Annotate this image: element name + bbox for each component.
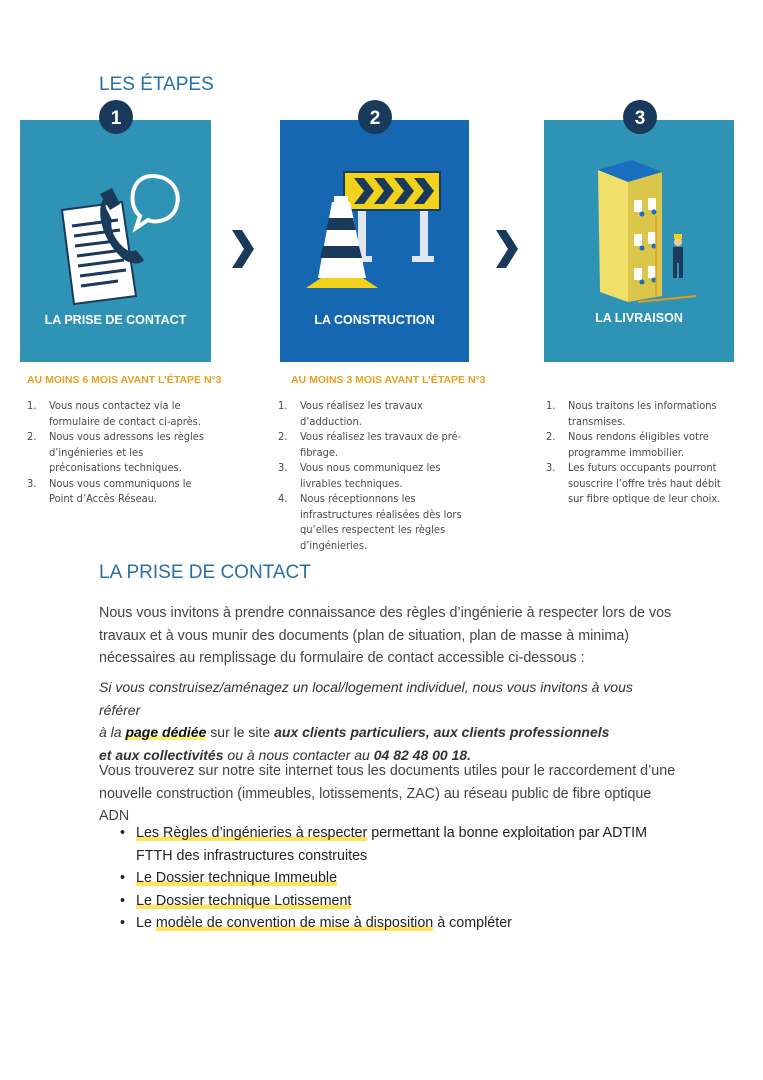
engineering-rules-link[interactable]: Les Règles d’ingénieries à respecter xyxy=(136,825,368,841)
documents-list xyxy=(118,822,678,935)
steps-title: LES ÉTAPES xyxy=(99,74,214,95)
step-timing: AU MOINS 6 MOIS AVANT L’ÉTAPE N°3 xyxy=(27,374,222,386)
list-item: 4. Nous réceptionnons les infrastructures réalisées dès lors qu’elles respectent les règles d’ingénieries. xyxy=(278,492,462,552)
step-card-construction xyxy=(280,120,469,362)
list-item: 2. Nous vous adressons les règles d’ingénieries et les préconisations techniques. xyxy=(27,430,205,474)
chevron-right-icon xyxy=(496,230,518,268)
list-item: 2. Vous réalisez les travaux de pré-fibrage. xyxy=(278,430,462,459)
step-label: LA CONSTRUCTION xyxy=(314,313,435,327)
subdivision-dossier-link[interactable]: Le Dossier technique Lotissement xyxy=(136,892,352,909)
roadwork-barrier-icon xyxy=(302,168,452,300)
step-number: 1 xyxy=(110,108,122,129)
list-item: 3. Nous vous communiquons le Point d’Accès Réseau. xyxy=(27,476,192,505)
step-list-construction xyxy=(278,398,474,553)
phone-number: 04 82 48 00 18. xyxy=(373,746,472,763)
dedicated-page-link[interactable]: page dédiée xyxy=(125,724,207,740)
list-item: 2. Nous rendons éligibles votre programme immobilier. xyxy=(546,430,709,459)
list-item: 1. Nous traitons les informations transmises. xyxy=(546,399,717,428)
step-number: 3 xyxy=(634,108,646,129)
phone-document-icon xyxy=(56,168,186,308)
step-label: LA PRISE DE CONTACT xyxy=(44,313,187,327)
list-item: • Les Règles d’ingénieries à respecter permettant la bonne exploitation par ADTIM FTTH des infrastructures construites xyxy=(118,822,678,867)
list-item: 3. Vous nous communiquez les livrables techniques. xyxy=(278,461,441,490)
convention-model-link[interactable]: modèle de convention de mise à disposition xyxy=(155,915,434,931)
chevron-right-icon xyxy=(232,230,254,268)
step-number-badge xyxy=(622,99,658,135)
step-number-badge xyxy=(98,99,134,135)
list-item xyxy=(118,890,678,913)
step-list-contact xyxy=(27,398,217,507)
building-worker-icon xyxy=(590,156,700,306)
step-card-delivery xyxy=(544,120,734,362)
individual-paragraph: Si vous construisez/aménagez un local/logement individuel, nous vous invitons à vous référer à la page dédiée sur le site aux clients particuliers, aux clients professionnels et aux collectivités ou à nous contacter au 04 82 48 00 18. xyxy=(99,679,633,763)
list-item: • Le modèle de convention de mise à disposition à compléter xyxy=(118,912,678,935)
list-item: 1. Vous réalisez les travaux d’adduction. xyxy=(278,399,423,428)
building-dossier-link[interactable]: Le Dossier technique Immeuble xyxy=(136,870,338,886)
list-item: 3. Les futurs occupants pourront souscrire l’offre très haut débit sur fibre optique de leur choix. xyxy=(546,461,721,505)
step-label: LA LIVRAISON xyxy=(595,311,683,325)
step-number: 2 xyxy=(369,108,381,129)
step-timing: AU MOINS 3 MOIS AVANT L’ÉTAPE N°3 xyxy=(291,374,486,386)
step-number-badge xyxy=(357,99,393,135)
step-list-delivery xyxy=(546,398,736,507)
intro-paragraph: Nous vous invitons à prendre connaissance des règles d’ingénierie à respecter lors de vos travaux et à vous munir des documents (plan de situation, plan de masse à minima) nécessaires au remplissage du formulaire de contact accessible ci-dessous : xyxy=(99,605,672,666)
list-item: 1. Vous nous contactez via le formulaire de contact ci-après. xyxy=(27,399,201,428)
list-item xyxy=(118,867,678,890)
site-paragraph: Vous trouverez sur notre site internet tous les documents utiles pour le raccordement d’une nouvelle construction (immeubles, lotissements, ZAC) au réseau public de fibre optique ADN xyxy=(99,763,676,824)
contact-section-title: LA PRISE DE CONTACT xyxy=(99,562,311,583)
step-card-contact xyxy=(20,120,211,362)
